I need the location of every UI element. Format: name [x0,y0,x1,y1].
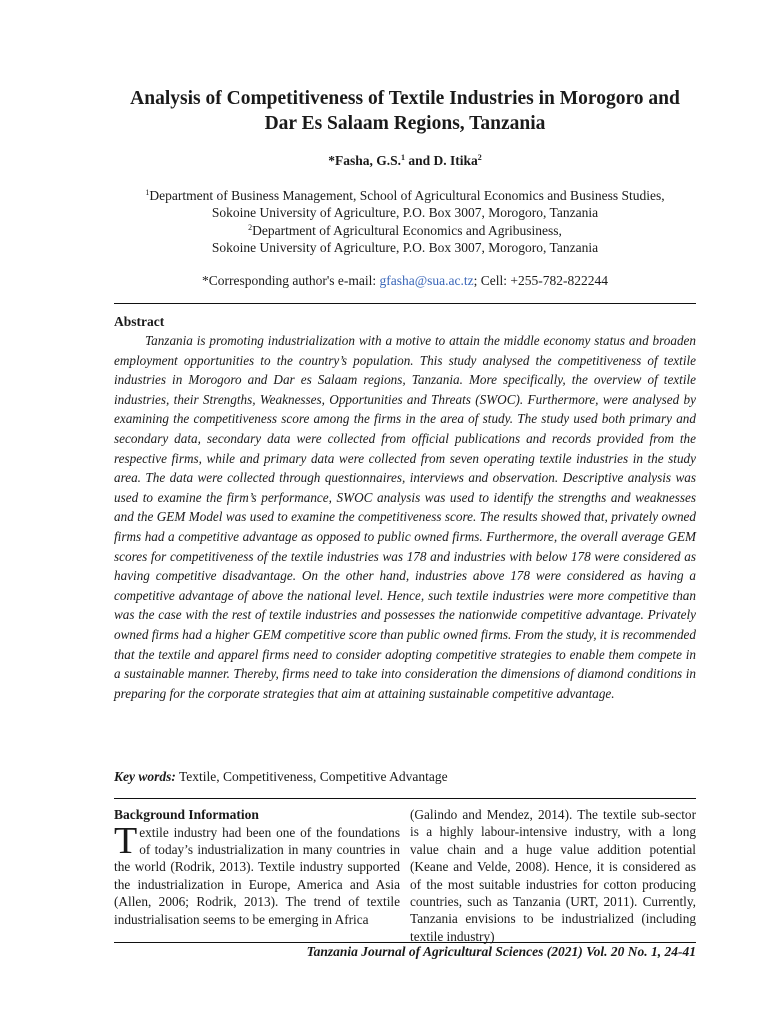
background-paragraph-right: (Galindo and Mendez, 2014). The textile sub-sector is a highly labour-intensive industry, with a long value chain and a huge value addition potential (Keane and Velde, 2008). Hence, it is considered as of the most suitable industries for cotton producing countries, such as Tanzania (URT, 2011). Currently, Tanzania envisions to be industrialized (including textile industry) [410,807,696,944]
section-heading-background: Background Information [114,807,259,822]
author-2: and D. Itika [405,153,478,168]
paper-title [100,86,710,136]
author-2-affiliation-marker: 2 [477,153,482,162]
affiliations [90,187,720,256]
title-line-1: Analysis of Competitiveness of Textile Industries in Morogoro and [130,88,680,109]
affiliation-1-marker: 1 [145,188,150,197]
body-column-left [114,806,400,928]
author-1-affiliation-marker: 1 [401,153,405,162]
author-1: *Fasha, G.S. [328,153,401,168]
title-line-2: Dar Es Salaam Regions, Tanzania [264,113,546,134]
body-column-right [410,806,696,945]
author-list [100,152,710,170]
divider-top [114,303,696,304]
author-email-link[interactable]: gfasha@sua.ac.tz [379,273,474,288]
affiliation-2-marker: 2 [248,222,253,232]
affiliation-2-line-2: Sokoine University of Agriculture, P.O. Box 3007, Morogoro, Tanzania [211,239,599,255]
affiliation-1-line-1: $^1$Department of Business Management, School of Agricultural Economics and Business Studies, [145,188,665,203]
divider-middle [114,798,696,799]
keywords-text: Textile, Competitiveness, Competitive Advantage [175,769,448,784]
abstract-body: Tanzania is promoting industrialization with a motive to attain the middle economy status and broaden employment opportunities to the country’s population. This study analysed the competitiveness of textile industries in Morogoro and Dar es Salaam regions, Tanzania. More specifically, the overview of textile industries, their Strengths, Weaknesses, Opportunities and Threats (SWOC). Furthermore, were analysed by examining the competitiveness score among the firms in the area of study. The study used both primary and secondary data, secondary data were collected from official publications and records provided from the respective firms, while and primary data were collected from seven operating textile industries in the study area. The data were collected through questionnaires, interviews and observation. Descriptive analysis was used to examine the firm’s performance, SWOC analysis was used to identify the strengths and weaknesses and the GEM Model was used to examine the competitiveness score. The results showed that, privately owned firms had a competitive advantage as opposed to public owned firms. Furthermore, the overall average GEM scores for competitiveness of the textile industries was 178 and industries with below 178 were considered as having competitive disadvantage. On the other hand, industries above 178 were considered as having a competitive advantage of above the national level. Hence, such textile industries were more competitive than was the case with the rest of textile industries and possesses the nationwide competitive advantage. Privately owned firms had a higher GEM competitive score than public owned firms. From the study, it is recommended that the textile and apparel firms need to consider adopting competitive strategies to enable them compete in a sustainable manner. Thereby, firms need to take into consideration the dimensions of diamond conditions in preparing for the corporate strategies that aim at attaining sustainable competitive advantage. [114,333,696,701]
affiliation-1-line-2: Sokoine University of Agriculture, P.O. Box 3007, Morogoro, Tanzania [211,205,599,221]
drop-cap: T [114,819,138,862]
corresponding-author [90,272,720,290]
abstract-heading: Abstract [114,314,165,329]
affiliation-2-line-1: $^2$Department of Agricultural Economics and Agribusiness, [248,222,562,238]
background-paragraph-left: Textile industry had been one of the foundations of today’s industrialization in many countries in the world (Rodrik, 2013). Textile industry supported the industrialization in Europe, America and Asia (Allen, 2006; Rodrik, 2013). The trend of textile industrialisation seems to be emerging in Africa [114,819,400,927]
journal-citation-footer: Tanzania Journal of Agricultural Sciences (2021) Vol. 20 No. 1, 24-41 [306,944,696,959]
keywords [114,768,696,786]
contact-label: *Corresponding author's e-mail: [201,273,380,288]
keywords-label: Key words: [114,769,176,784]
contact-cell: ; Cell: +255-782-822244 [473,273,609,288]
